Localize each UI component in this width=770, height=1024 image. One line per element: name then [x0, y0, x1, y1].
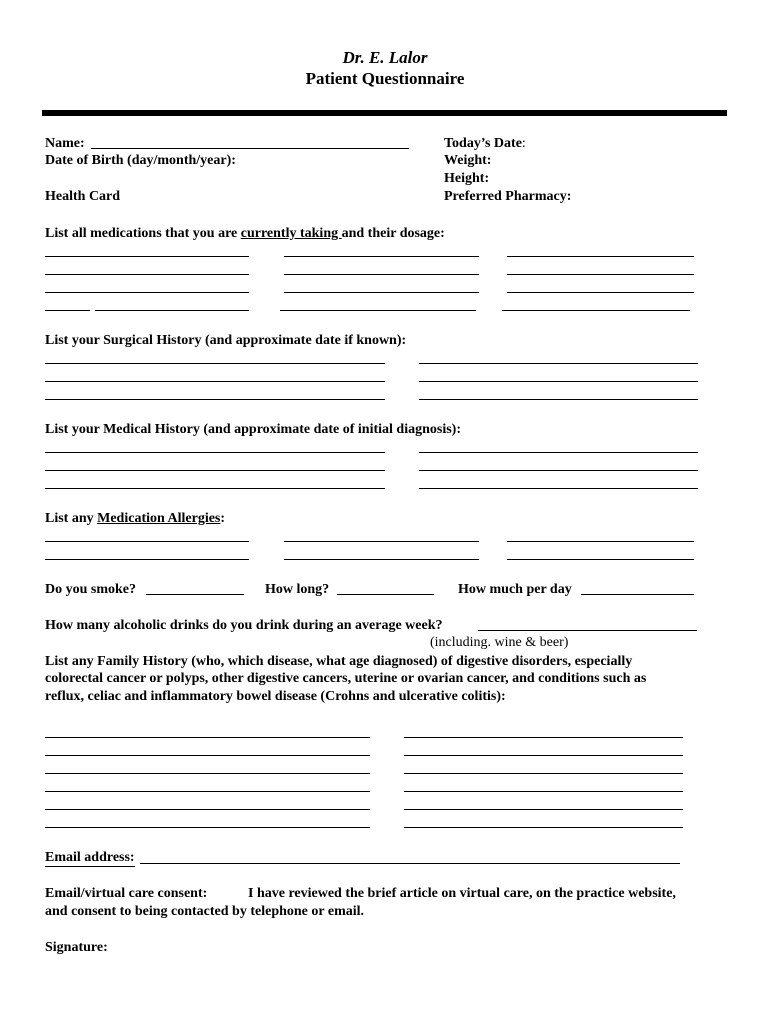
page-title: Patient Questionnaire: [305, 69, 465, 88]
pharmacy-label: Preferred Pharmacy:: [444, 189, 572, 204]
allergy-line[interactable]: [507, 541, 694, 542]
allergy-line[interactable]: [284, 541, 479, 542]
surgical-history-line[interactable]: [419, 363, 698, 364]
family-history-field[interactable]: [45, 809, 370, 810]
family-history-field[interactable]: [45, 773, 370, 774]
surgical-history-label: List your Surgical History (and approximate date if known):: [45, 333, 407, 348]
todays-date-label: Today’s Date:: [444, 136, 526, 151]
alcohol-note: (including. wine & beer): [430, 635, 569, 650]
smoke-field[interactable]: [146, 594, 244, 595]
family-history-field[interactable]: [404, 773, 683, 774]
family-history-field[interactable]: [404, 827, 683, 828]
medication-line[interactable]: [95, 310, 249, 311]
medication-line[interactable]: [507, 274, 694, 275]
family-history-field[interactable]: [404, 755, 683, 756]
surgical-history-line[interactable]: [419, 399, 698, 400]
medical-history-label: List your Medical History (and approximate date of initial diagnosis):: [45, 422, 461, 437]
consent-text-line1: I have reviewed the brief article on virtual care, on the practice website,: [248, 886, 676, 901]
medication-line[interactable]: [45, 256, 249, 257]
email-field[interactable]: [140, 863, 680, 864]
family-history-field[interactable]: [404, 737, 683, 738]
family-history-line2: colorectal cancer or polyps, other digestive cancers, uterine or ovarian cancer, and conditions such as: [45, 671, 647, 686]
name-field[interactable]: [91, 148, 409, 149]
surgical-history-line[interactable]: [419, 381, 698, 382]
medication-line[interactable]: [280, 310, 476, 311]
alcohol-field[interactable]: [478, 630, 697, 631]
medical-history-line[interactable]: [419, 488, 698, 489]
medication-line[interactable]: [502, 310, 690, 311]
family-history-field[interactable]: [404, 791, 683, 792]
medications-label: List all medications that you are currently taking and their dosage:: [45, 226, 445, 241]
signature-label: Signature:: [45, 940, 108, 955]
header-divider: [42, 110, 727, 116]
medication-line[interactable]: [507, 292, 694, 293]
dob-label: Date of Birth (day/month/year):: [45, 153, 236, 168]
medication-line[interactable]: [284, 274, 479, 275]
name-label: Name:: [45, 136, 85, 151]
weight-label: Weight:: [444, 153, 492, 168]
family-history-field[interactable]: [45, 737, 370, 738]
medical-history-line[interactable]: [45, 488, 385, 489]
medical-history-line[interactable]: [45, 470, 385, 471]
smoke-label: Do you smoke?: [45, 582, 137, 597]
family-history-line3: reflux, celiac and inflammatory bowel disease (Crohns and ulcerative colitis):: [45, 689, 506, 704]
family-history-field[interactable]: [45, 755, 370, 756]
medication-line[interactable]: [45, 310, 90, 311]
medical-history-line[interactable]: [419, 470, 698, 471]
medication-line[interactable]: [284, 292, 479, 293]
per-day-label: How much per day: [458, 582, 572, 597]
medical-history-line[interactable]: [419, 452, 698, 453]
consent-text-line2: and consent to being contacted by telephone or email.: [45, 904, 365, 919]
height-label: Height:: [444, 171, 490, 186]
per-day-field[interactable]: [581, 594, 694, 595]
family-history-field[interactable]: [45, 791, 370, 792]
allergy-line[interactable]: [45, 541, 249, 542]
allergy-line[interactable]: [507, 559, 694, 560]
surgical-history-line[interactable]: [45, 399, 385, 400]
allergy-line[interactable]: [284, 559, 479, 560]
health-card-label: Health Card: [45, 189, 121, 204]
how-long-field[interactable]: [337, 594, 434, 595]
consent-label: Email/virtual care consent:: [45, 886, 208, 901]
surgical-history-line[interactable]: [45, 381, 385, 382]
alcohol-question: How many alcoholic drinks do you drink during an average week?: [45, 618, 443, 633]
family-history-field[interactable]: [45, 827, 370, 828]
medication-line[interactable]: [45, 274, 249, 275]
family-history-field[interactable]: [404, 809, 683, 810]
family-history-line1: List any Family History (who, which disease, what age diagnosed) of digestive disorders, especially: [45, 654, 633, 669]
allergies-label: List any Medication Allergies:: [45, 511, 226, 526]
surgical-history-line[interactable]: [45, 363, 385, 364]
email-label: Email address:: [45, 850, 135, 865]
allergy-line[interactable]: [45, 559, 249, 560]
medication-line[interactable]: [45, 292, 249, 293]
medication-line[interactable]: [507, 256, 694, 257]
how-long-label: How long?: [265, 582, 330, 597]
medical-history-line[interactable]: [45, 452, 385, 453]
medication-line[interactable]: [284, 256, 479, 257]
doctor-name: Dr. E. Lalor: [342, 48, 428, 67]
